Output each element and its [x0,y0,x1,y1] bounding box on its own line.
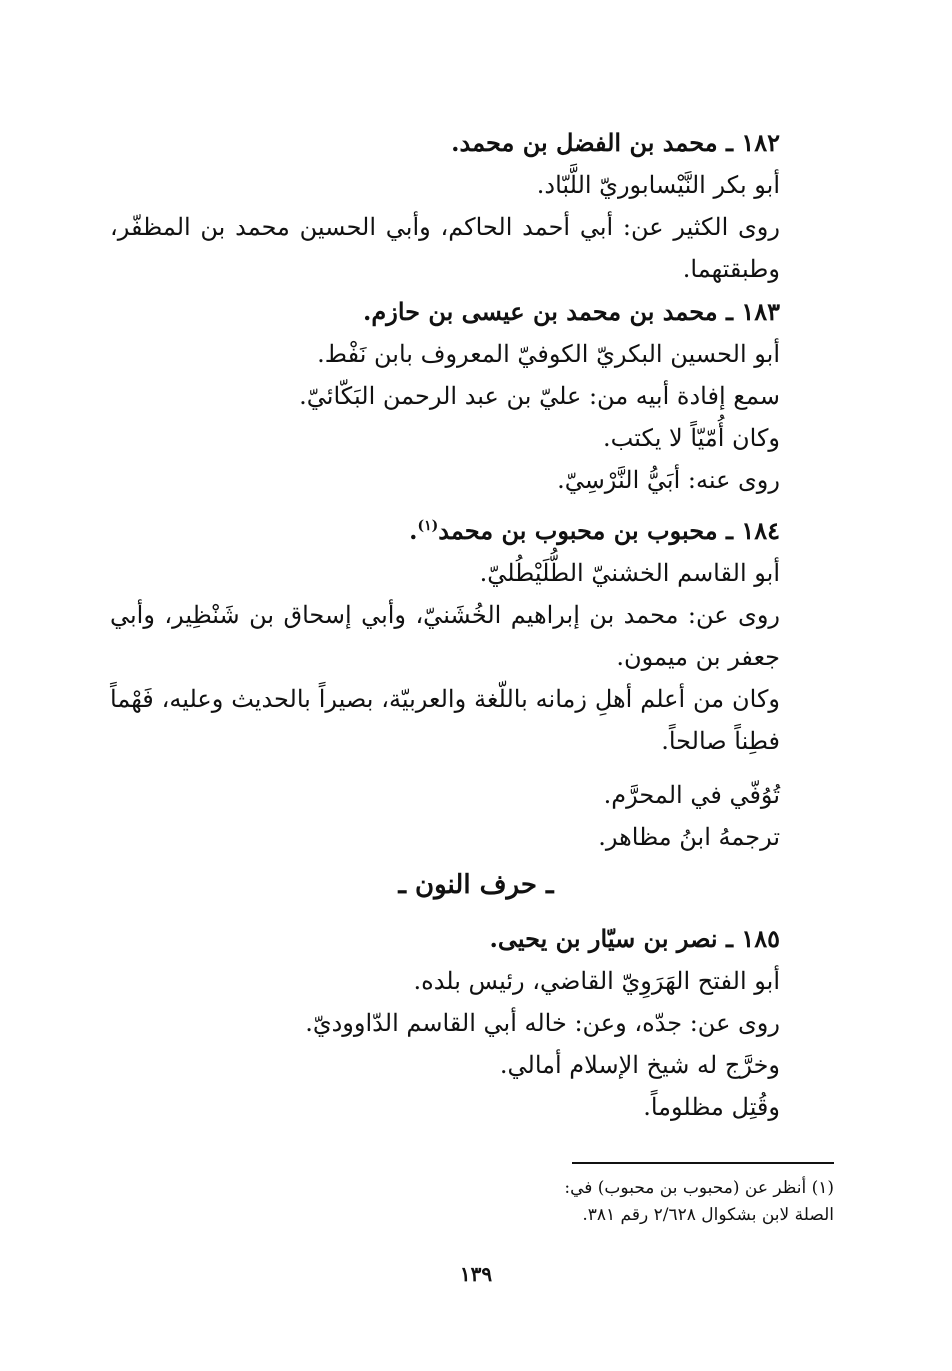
entry-182 [110,122,780,290]
entry-185 [110,918,780,1128]
entry-line: ترجمهُ ابنُ مظاهر. [598,823,780,851]
entry-line: روى عنه: أبَيُّ النَّرْسِيّ. [557,466,780,494]
footnote-line: (١) أنظر عن (محبوب بن محبوب) في: [564,1178,834,1198]
entry-line: سمع إفادة أبيه من: عليّ بن عبد الرحمن البَكّائيّ. [299,382,780,410]
entry-line: أبو الفتح الهَرَوِيّ القاضي، رئيس بلده. [413,967,780,995]
entry-line: أبو بكر النَّيْسابوريّ اللَّبّاد. [536,171,780,199]
entry-183 [110,291,780,501]
entry-line: وخرَّج له شيخ الإسلام أمالي. [499,1051,780,1079]
entry-line: فطِناً صالحاً. [661,727,780,755]
entry-heading [110,510,780,552]
entry-line: روى عن: جدّه، وعن: خاله أبي القاسم الدّاووديّ. [305,1009,780,1037]
entry-heading: ١٨٢ ـ محمد بن الفضل بن محمد. [451,128,780,157]
footnote-line: الصلة لابن بشكوال ٢/٦٢٨ رقم ٣٨١. [582,1205,834,1225]
section-heading: ـ حرف النون ـ [398,870,554,900]
entry-line: وكان أُمّيّاً لا يكتب. [603,424,780,452]
entry-line: وطبقتهما. [682,255,780,283]
footnote-divider [572,1162,834,1164]
entry-line: وكان من أعلم أهلِ زمانه باللّغة والعربيّة، بصيراً بالحديث وعليه، فَهْماً [110,685,780,713]
entry-line: روى الكثير عن: أبي أحمد الحاكم، وأبي الحسين محمد بن المظفّر، [110,213,780,241]
entry-184 [110,510,780,858]
entry-line: أبو الحسين البكريّ الكوفيّ المعروف بابن نَفْط. [317,340,780,368]
entry-heading: ١٨٥ ـ نصر بن سيّار بن يحيى. [489,924,780,953]
footnote-marker: (١) [417,518,439,534]
entry-line: جعفر بن ميمون. [616,643,780,671]
entry-heading-text: ١٨٤ ـ محبوب بن محبوب بن محمد [438,516,780,545]
entry-heading: ١٨٣ ـ محمد بن محمد بن عيسى بن حازم. [363,297,780,326]
page-number: ١٣٩ [459,1262,493,1286]
entry-heading-end: . [409,516,418,545]
entry-line: أبو القاسم الخشنيّ الطُّلَيْطُليّ. [479,559,780,587]
entry-line: روى عن: محمد بن إبراهيم الخُشَنيّ، وأبي إسحاق بن شَنْظِير، وأبي [110,601,780,629]
footnotes [414,1175,834,1229]
entry-line: تُوُفّي في المحرَّم. [603,781,780,809]
entry-line: وقُتِل مظلوماً. [643,1093,780,1121]
